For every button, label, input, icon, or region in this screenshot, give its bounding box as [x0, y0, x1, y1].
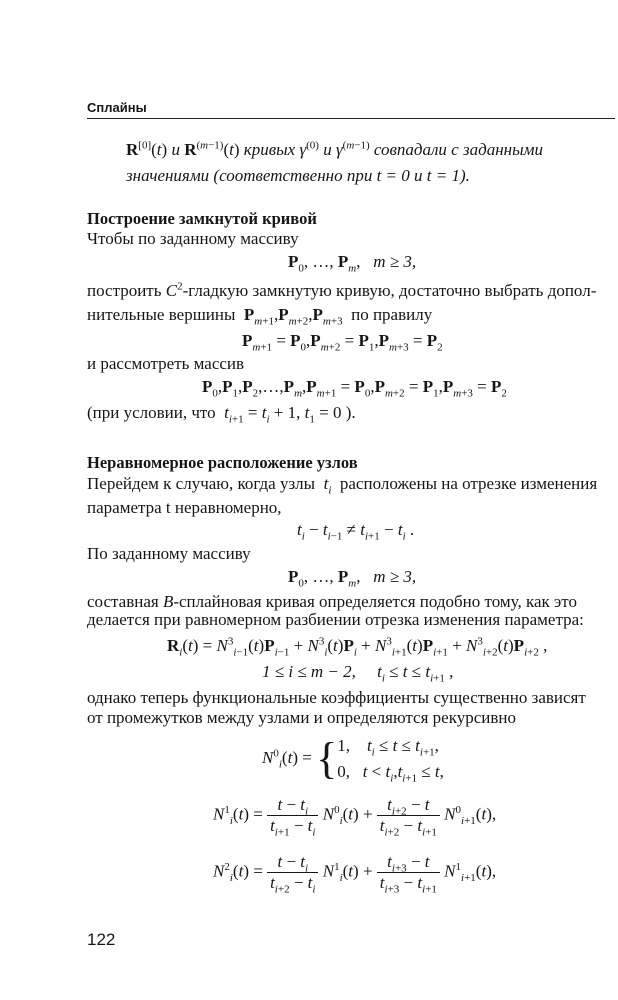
closed-p2b: -гладкую замкнутую кривую, достаточно выбрать допол- [182, 281, 597, 300]
uneven-p3: По заданному массиву [87, 544, 251, 563]
uneven-p5: делается при равномерном разбиении отрезка изменения параметра: [87, 610, 584, 629]
basis-n1-formula: $N^1_i(t)$ = $\frac{t - t_i}{t_{i+1} - t_i}$ $N^0_i(t)$ + $\frac{t_{i+2} - t}{t_{i+2} - t_{i+1}}$ $N^0_{i+1}(t)$, [213, 795, 497, 839]
running-header: Сплайны [87, 100, 147, 115]
uneven-p1b: расположены на отрезке изменения [339, 474, 598, 493]
basis-n2-formula: $N^2_i(t)$ = $\frac{t - t_i}{t_{i+2} - t_i}$ $N^1_i(t)$ + $\frac{t_{i+3} - t}{t_{i+3} - t_{i+1}}$ $N^1_{i+1}(t)$, [213, 852, 497, 896]
intro-coincide: совпадали с заданными [373, 140, 543, 159]
closed-p2: построить $C^2$-гладкую замкнутую кривую, достаточно выбрать допол- [87, 280, 597, 300]
intro-curves: кривых [243, 140, 296, 159]
closed-p3b: по правилу [351, 305, 433, 324]
closed-p5b: ). [345, 403, 356, 422]
closed-p5: (при условии, что $t_{i+1} = t_i + 1$, $t_1 = 0$ ). [87, 403, 356, 426]
closed-p5a: (при условии, что [87, 403, 216, 422]
intro-and-1: и [171, 140, 180, 159]
header-rule [87, 118, 615, 119]
closed-p4: и рассмотреть массив [87, 354, 245, 373]
uneven-p4 [87, 592, 577, 612]
uneven-p2: параметра t неравномерно, [87, 498, 282, 517]
uneven-cond: m ≥ 3, [373, 567, 417, 586]
closed-p3a: нительные вершины [87, 305, 236, 324]
basis-n0-formula: $N^0_i(t) = \{1$, $t_i \le t \le t_{i+1}$, 0, $t < t_i,t_{i+1} \le t$, [262, 734, 444, 785]
closed-p1: Чтобы по заданному массиву [87, 229, 299, 248]
uneven-p4a: составная [87, 592, 159, 611]
uneven-p1: Перейдем к случаю, когда узлы $t_i$ расположены на отрезке изменения [87, 474, 598, 497]
uneven-p4b: B [162, 592, 174, 611]
uneven-p7: от промежутков между узлами и определяются рекурсивно [87, 708, 517, 727]
closed-curve-heading: Построение замкнутой кривой [87, 209, 317, 228]
uneven-heading: Неравномерное расположение узлов [87, 453, 358, 472]
page-number: 122 [87, 930, 116, 949]
closed-p3: нительные вершины $P_{m+1},P_{m+2},P_{m+3}$ по правилу [87, 305, 433, 328]
spline-formula: $R_i(t) = N^3_{i-1}(t)P_{i-1} + N^3_i(t)P_i + N^3_{i+1}(t)P_{i+1} + N^3_{i+2}(t)P_{i+2}$ , [167, 635, 548, 659]
intro-and-2: и [323, 140, 332, 159]
intro-line-1: R[0](t) и $R^{(m-1)}(t)$ кривых $\gamma^{(0)}$ и $\gamma^{(m-1)}$ совпадали с заданными [126, 139, 543, 159]
closed-cond: m ≥ 3, [373, 252, 417, 271]
intro-line-2: значениями (соответственно при t = 0 и t = 1). [126, 166, 470, 185]
closed-p2a: построить [87, 281, 162, 300]
closed-array-full: $P_0,P_1,P_2,\dots,P_m,P_{m+1} = P_0,P_{m+2} = P_1,P_{m+3} = P_2$ [202, 377, 507, 400]
spline-range: 1 ≤ i ≤ m − 2, $t_i \le t \le t_{i+1}$ , [262, 662, 454, 685]
uneven-p1a: Перейдем к случаю, когда узлы [87, 474, 316, 493]
closed-rule-formula: $P_{m+1} = P_0,P_{m+2} = P_1,P_{m+3} = P_2$ [242, 331, 443, 354]
closed-array-formula: $P_0$, …, $P_m$, m ≥ 3, [288, 252, 417, 275]
uneven-inequality: $t_i - t_{i-1} \ne t_{i+1} - t_i$ . [297, 520, 415, 543]
uneven-p6: однако теперь функциональные коэффициенты существенно зависят [87, 688, 586, 707]
uneven-array-formula: $P_0$, …, $P_m$, m ≥ 3, [288, 567, 417, 590]
uneven-range: 1 ≤ i ≤ m − 2, [262, 662, 356, 681]
uneven-p4c: -сплайновая кривая определяется подобно тому, как это [173, 592, 578, 611]
